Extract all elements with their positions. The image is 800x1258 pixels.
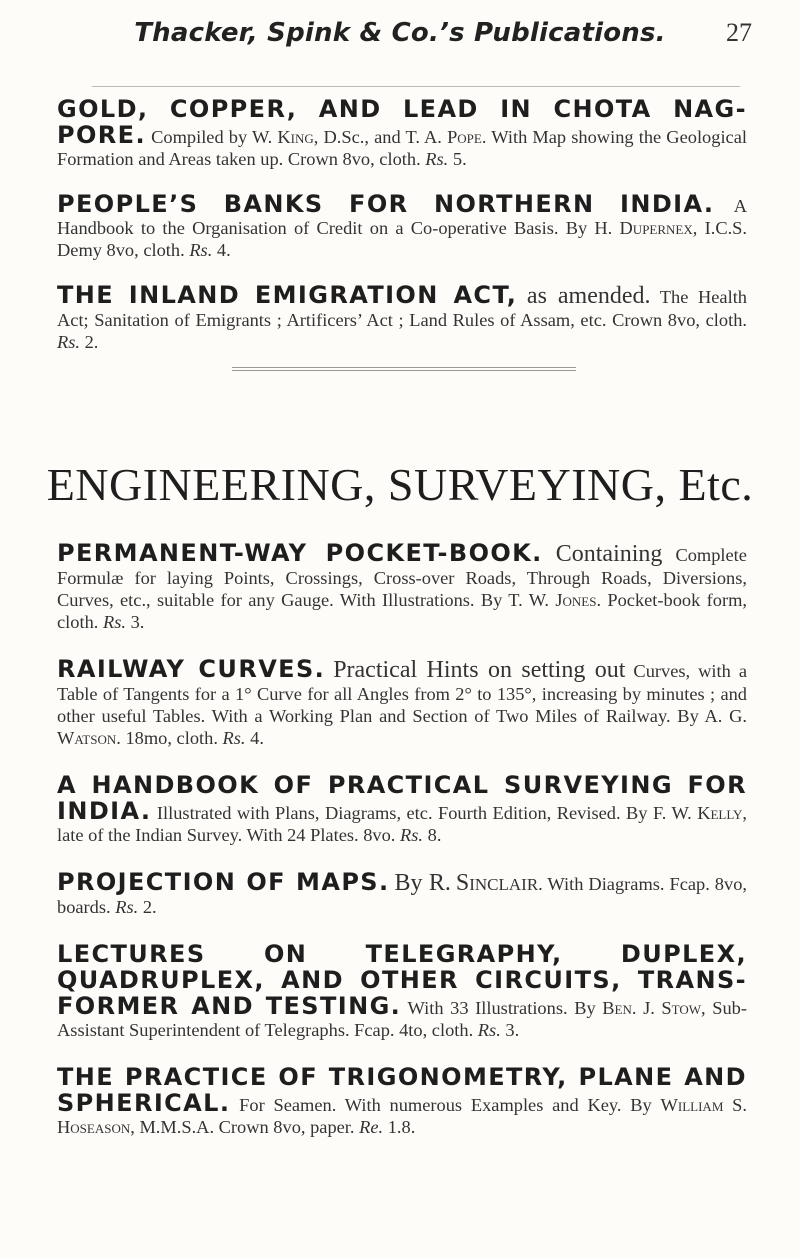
price: 2.: [84, 332, 99, 352]
price-label: Rs.: [189, 240, 213, 260]
entry-title: GOLD, COPPER, AND LEAD IN CHOTA NAG- PORE.: [57, 95, 747, 149]
price: 1.8.: [387, 1117, 416, 1137]
price: 4.: [216, 240, 231, 260]
price-label: Rs.: [102, 612, 126, 632]
price-label: Rs.: [477, 1020, 501, 1040]
entries-top: [57, 96, 747, 353]
price: 3.: [130, 612, 145, 632]
price-label: Rs.: [115, 897, 139, 917]
section-heading: ENGINEERING, SURVEYING, Etc.: [46, 459, 754, 510]
price: 5.: [452, 149, 467, 169]
author-name: Watson: [57, 728, 117, 748]
price: 2.: [142, 897, 157, 917]
entry-title: PERMANENT-WAY POCKET-BOOK.: [57, 539, 543, 567]
price: 8.: [427, 825, 442, 845]
entry-practical-surveying: A HANDBOOK OF PRACTICAL SURVEYING FOR INDIA. Illustrated with Plans, Diagrams, etc. Fourth Edition, Revised. By F. W. Kelly, late of the Indian Survey. With 24 Plates. 8vo. Rs. 8.: [57, 771, 747, 845]
price-label: Rs.: [222, 728, 246, 748]
author-name: William S. Hoseason: [57, 1095, 747, 1137]
author-name: Dupernex: [619, 218, 693, 238]
author-name: King: [277, 127, 314, 147]
entry-trigonometry: THE PRACTICE OF TRIGONOMETRY, PLANE AND SPHERICAL. For Seamen. With numerous Examples and Key. By William S. Hoseason, M.M.S.A. Crown 8vo, paper. Re. 1.8.: [57, 1063, 747, 1137]
entry-title: RAILWAY CURVES.: [57, 655, 326, 683]
entries-main: [57, 540, 747, 1138]
price-label: Rs.: [425, 149, 449, 169]
price: 3.: [505, 1020, 520, 1040]
author-name: Sinclair: [455, 870, 539, 896]
entry-title: THE PRACTICE OF TRIGONOMETRY, PLANE AND SPHERICAL.: [57, 1063, 747, 1117]
entry-title: A HANDBOOK OF PRACTICAL SURVEYING FOR INDIA.: [57, 771, 747, 825]
running-head: [0, 8, 800, 58]
author-name: Pope: [447, 127, 482, 147]
author-name: Ben. J. Stow: [602, 998, 702, 1018]
entry-title: PEOPLE’S BANKS FOR NORTHERN INDIA.: [57, 190, 715, 218]
entry-lectures-telegraphy: LECTURES ON TELEGRAPHY, DUPLEX, QUADRUPLEX, AND OTHER CIRCUITS, TRANS- FORMER AND TESTING. With 33 Illustrations. By Ben. J. Stow, Sub-Assistant Superintendent of Telegraphs. Fcap. 4to, cloth. Rs. 3.: [57, 940, 747, 1040]
running-title: Thacker, Spink & Co.’s Publications.: [134, 18, 666, 48]
entry-title: THE INLAND EMIGRATION ACT,: [57, 281, 518, 309]
author-name: Kelly: [697, 803, 743, 823]
price-label: Re.: [359, 1117, 384, 1137]
entry-permanent-way: PERMANENT-WAY POCKET-BOOK. Containing Complete Formulæ for laying Points, Crossings, Cross-over Roads, Through Roads, Diversions, Curves, etc., suitable for any Gauge. With Illustrations. By T. W. Jones. Pocket-book form, cloth. Rs. 3.: [57, 539, 747, 632]
price-label: Rs.: [57, 332, 80, 352]
entry-gold-copper-lead: GOLD, COPPER, AND LEAD IN CHOTA NAG- PORE. Compiled by W. King, D.Sc., and T. A. Pope. With Map showing the Geological Formation and Areas taken up. Crown 8vo, cloth. Rs. 5.: [57, 95, 747, 169]
author-name: Jones: [555, 590, 597, 610]
entry-projection-of-maps: PROJECTION OF MAPS. By R. Sinclair. With Diagrams. Fcap. 8vo, boards. Rs. 2.: [57, 868, 747, 917]
entry-inland-emigration: THE INLAND EMIGRATION ACT, as amended. The Health Act; Sanitation of Emigrants ; Artificers’ Act ; Land Rules of Assam, etc. Crown 8vo, cloth. Rs. 2.: [57, 281, 747, 352]
page-number: 27: [726, 18, 752, 47]
entry-peoples-banks: PEOPLE’S BANKS FOR NORTHERN INDIA. A Handbook to the Organisation of Credit on a Co-operative Basis. By H. Dupernex, I.C.S. Demy 8vo, cloth. Rs. 4.: [57, 190, 748, 260]
entry-title: LECTURES ON TELEGRAPHY, DUPLEX, QUADRUPLEX, AND OTHER CIRCUITS, TRANS- FORMER AND TESTING.: [57, 940, 747, 1020]
section-divider: [232, 367, 576, 373]
header-rule: [92, 86, 740, 87]
entry-title: PROJECTION OF MAPS.: [57, 868, 390, 896]
price: 4.: [250, 728, 264, 748]
entry-railway-curves: RAILWAY CURVES. Practical Hints on setting out Curves, with a Table of Tangents for a 1° Curve for all Angles from 2° to 135°, increasing by minutes ; and other useful Tables. With a Working Plan and Section of Two Miles of Railway. By A. G. Watson. 18mo, cloth. Rs. 4.: [57, 655, 747, 748]
price-label: Rs.: [400, 825, 424, 845]
